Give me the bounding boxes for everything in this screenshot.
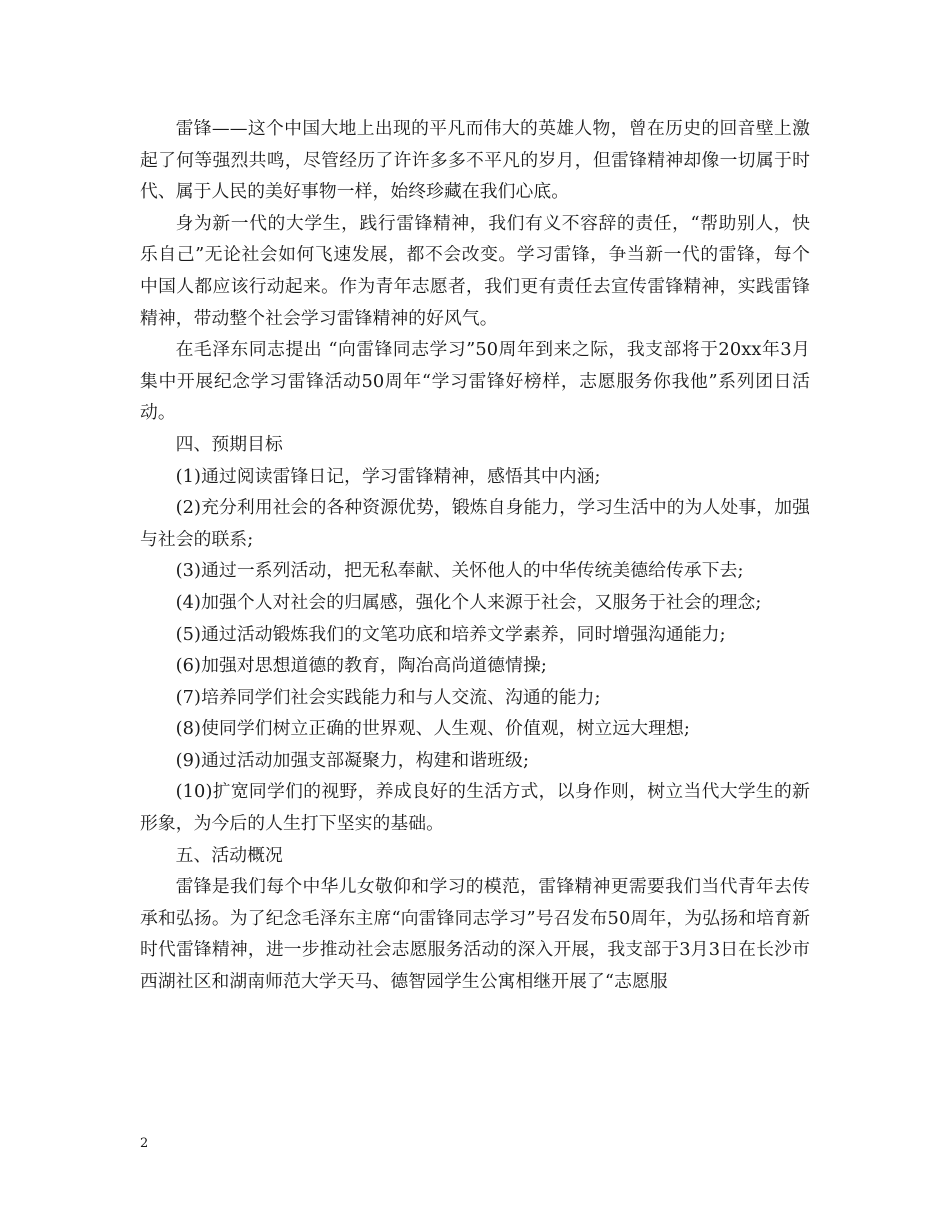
section-heading-goals: 四、预期目标 — [175, 433, 283, 455]
goal-item-3: (3)通过一系列活动，把无私奉献、关怀他人的中华传统美德给传承下去; — [175, 560, 744, 582]
goal-item-1: (1)通过阅读雷锋日记，学习雷锋精神，感悟其中内涵; — [175, 465, 601, 487]
section-heading-overview: 五、活动概况 — [175, 844, 283, 866]
goal-item-8: (8)使同学们树立正确的世界观、人生观、价值观，树立远大理想; — [175, 718, 690, 740]
paragraph-college-students: 身为新一代的大学生，践行雷锋精神，我们有义不容辞的责任，“帮助别人，快乐自己”无论社会如何飞速发展，都不会改变。学习雷锋，争当新一代的雷锋，每个中国人都应该行动起来。作为青年志愿者，我们更有责任去宣传雷锋精神，实践雷锋精神，带动整个社会学习雷锋精神的好风气。 — [140, 212, 810, 329]
goal-item-4: (4)加强个人对社会的归属感，强化个人来源于社会，又服务于社会的理念; — [175, 591, 762, 613]
goal-item-10: (10)扩宽同学们的视野，养成良好的生活方式，以身作则，树立当代大学生的新形象，为今后的人生打下坚实的基础。 — [140, 781, 810, 835]
goal-item-7: (7)培养同学们社会实践能力和与人交流、沟通的能力; — [175, 686, 601, 708]
goal-item-2: (2)充分利用社会的各种资源优势，锻炼自身能力，学习生活中的为人处事，加强与社会的联系; — [140, 497, 810, 550]
paragraph-activity-overview: 雷锋是我们每个中华儿女敬仰和学习的模范，雷锋精神更需要我们当代青年去传承和弘扬。为了纪念毛泽东主席“向雷锋同志学习”号召发布50周年，为弘扬和培育新时代雷锋精神，进一步推动社会志愿服务活动的深入开展，我支部于3月3日在长沙市西湖社区和湖南师范大学天马、德智园学生公寓相继开展了“志愿服 — [140, 876, 810, 993]
paragraph-intro-leifeng: 雷锋——这个中国大地上出现的平凡而伟大的英雄人物，曾在历史的回音壁上激起了何等强烈共鸣，尽管经历了许许多多不平凡的岁月，但雷锋精神却像一切属于时代、属于人民的美好事物一样，始终珍藏在我们心底。 — [140, 118, 810, 203]
paragraph-anniversary-activity: 在毛泽东同志提出 “向雷锋同志学习”50周年到来之际，我支部将于20xx年3月集中开展纪念学习雷锋活动50周年“学习雷锋好榜样，志愿服务你我他”系列团日活动。 — [140, 339, 810, 424]
goal-item-9: (9)通过活动加强支部凝聚力，构建和谐班级; — [175, 749, 530, 771]
document-body — [140, 113, 810, 998]
goal-item-5: (5)通过活动锻炼我们的文笔功底和培养文学素养，同时增强沟通能力; — [175, 623, 726, 645]
page-number: 2 — [140, 1136, 149, 1151]
goal-item-6: (6)加强对思想道德的教育，陶冶高尚道德情操; — [175, 655, 547, 677]
